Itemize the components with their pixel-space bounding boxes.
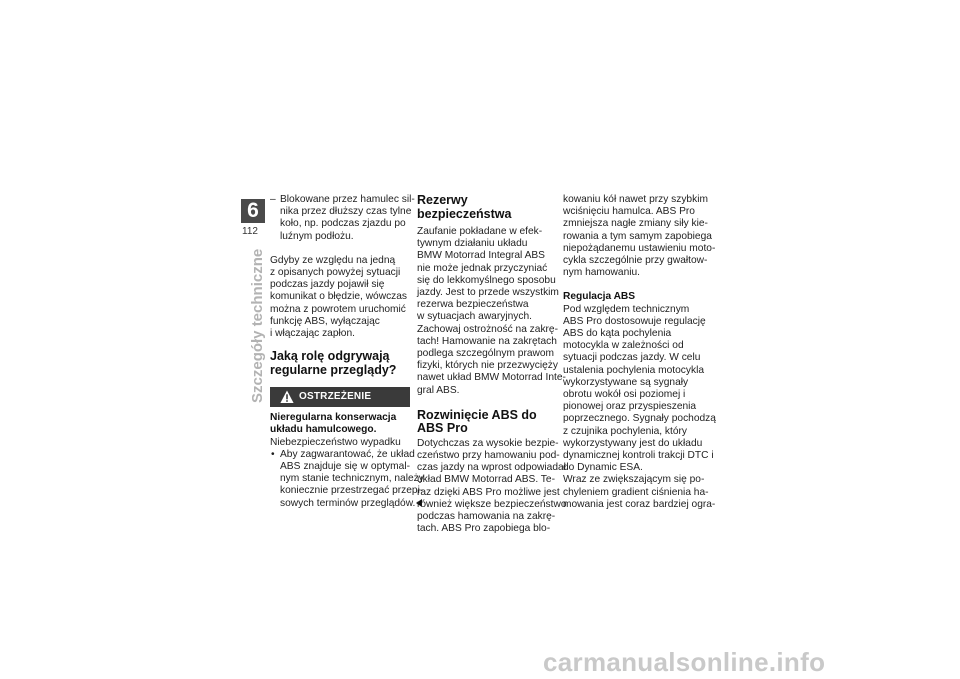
- text-line: cykla szczególnie przy gwałtow-: [563, 255, 708, 267]
- chapter-tab: [241, 199, 265, 243]
- text-line: z opisanych powyżej sytuacji: [270, 267, 401, 279]
- text-line: rowania a tym samym zapobiega: [563, 230, 712, 242]
- text-line: Aby zagwarantować, że układ: [280, 448, 415, 460]
- section-heading: Rezerwy bezpieczeństwa: [417, 193, 512, 221]
- text-line: podlega szczególnym prawom: [417, 348, 555, 360]
- bullet-mark: •: [271, 448, 275, 460]
- text-line: Dotychczas za wysokie bezpie-: [417, 437, 559, 449]
- text-line: tach. ABS Pro zapobiega blo-: [417, 523, 551, 535]
- text-line: układ BMW Motorrad ABS. Te-: [417, 474, 555, 486]
- text-line: Pod względem technicznym: [563, 303, 690, 315]
- text-line: z czujnika pochylenia, który: [563, 425, 688, 437]
- text-line: się do lekkomyślnego sposobu: [417, 274, 556, 286]
- text-line: ABS Pro dostosowuje regulację: [563, 315, 706, 327]
- text-line: nawet układ BMW Motorrad Inte-: [417, 372, 566, 384]
- text-line: ABS do kąta pochylenia: [563, 328, 672, 340]
- text-line: Wraz ze zwiększającym się po-: [563, 474, 705, 486]
- section-heading: [270, 350, 410, 377]
- paragraph: [563, 303, 716, 475]
- text-line: motocykla w zależności od: [563, 340, 684, 352]
- dash-mark: –: [270, 194, 276, 205]
- text-line: luźnym podłożu.: [280, 230, 354, 242]
- bullet-list-item: [270, 448, 424, 510]
- text-line: tach! Hamowanie na zakrętach: [417, 335, 557, 347]
- text-line: komunikat o błędzie, wówczas: [270, 291, 408, 303]
- text-line: gral ABS.: [417, 384, 460, 396]
- text-line: i włączając zapłon.: [270, 328, 355, 340]
- text-line: sowych terminów przeglądów.: [280, 497, 416, 509]
- text-line: dynamicznej kontroli trakcji DTC i: [563, 450, 714, 462]
- text-line: nym stanie technicznym, należy: [280, 473, 424, 485]
- text-line: nie może jednak przyczyniać: [417, 262, 548, 274]
- text-line: można z powrotem uruchomić: [270, 303, 406, 315]
- text-line: raz dzięki ABS Pro możliwe jest: [417, 486, 560, 498]
- text-line: mowania jest coraz bardziej ogra-: [563, 498, 716, 510]
- paragraph: [270, 255, 410, 340]
- text-line: tywnym działaniu układu: [417, 238, 528, 250]
- side-chapter-title: [249, 243, 269, 403]
- text-line: do Dynamic ESA.: [563, 462, 643, 474]
- text-line: Blokowane przez hamulec sil-: [280, 194, 415, 205]
- text-line: BMW Motorrad Integral ABS: [417, 250, 545, 262]
- column-1: [270, 194, 424, 510]
- text-line: wykorzystywany jest do układu: [563, 437, 703, 449]
- side-chapter-title-text: Szczegóły techniczne: [249, 248, 266, 403]
- text-line: fizyki, których nie przezwycięży: [417, 360, 558, 372]
- text-line: kowaniu kół nawet przy szybkim: [563, 194, 708, 205]
- text-line: poprzecznego. Sygnały pochodzą: [563, 413, 716, 425]
- warning-banner: [270, 387, 410, 407]
- text-line: ABS znajduje się w optymal-: [280, 461, 410, 473]
- text-line: chyleniem gradient ciśnienia ha-: [563, 486, 709, 498]
- watermark: carmanualsonline.info: [543, 647, 826, 677]
- text-line: w sytuacjach awaryjnych.: [417, 311, 532, 323]
- text-line: pionowej oraz przyspieszenia: [563, 401, 697, 413]
- paragraph: [563, 194, 716, 279]
- text-line: sytuacji podczas jazdy. W celu: [563, 352, 701, 364]
- warning-triangle-icon: [280, 390, 294, 404]
- text-line: Zaufanie pokładane w efek-: [417, 226, 543, 237]
- text-line: podczas hamowania na zakrę-: [417, 511, 556, 523]
- text-line: rezerwa bezpieczeństwa: [417, 299, 529, 311]
- heading-line: ABS Pro: [417, 421, 468, 436]
- text-line: czas jazdy na wprost odpowiadał: [417, 462, 566, 474]
- text-line-last: [280, 497, 416, 510]
- paragraph: [417, 226, 566, 397]
- column-3: [563, 194, 716, 511]
- text-line: niepożądanemu ustawieniu moto-: [563, 242, 716, 254]
- heading-line: Jaką rolę odgrywają: [270, 349, 390, 364]
- text-line: Zachowaj ostrożność na zakrę-: [417, 323, 558, 335]
- heading-line: układu hamulcowego.: [270, 424, 377, 436]
- heading-line: regularne przeglądy?: [270, 362, 397, 377]
- text-line: podczas jazdy pojawił się: [270, 279, 385, 291]
- text-line: wykorzystywane są sygnały: [563, 376, 689, 388]
- text-line: nika przez dłuższy czas tylne: [280, 206, 412, 218]
- chapter-number: 6: [241, 199, 265, 223]
- text-line: koło, np. podczas zjazdu po: [280, 218, 406, 230]
- text-line: obrotu wokół osi poziomej i: [563, 389, 686, 401]
- dash-list-item: [270, 194, 415, 243]
- heading-line: Rozwinięcie ABS do: [417, 407, 537, 422]
- text-line: koniecznie przestrzegać przepi-: [280, 485, 424, 497]
- text-line: ustalenia pochylenia motocykla: [563, 364, 705, 376]
- section-heading: [417, 409, 557, 436]
- paragraph: [417, 437, 567, 536]
- text-line: funkcję ABS, wyłączając: [270, 315, 380, 327]
- paragraph: [563, 474, 716, 511]
- text-line: nym hamowaniu.: [563, 267, 641, 279]
- warning-title: [270, 412, 410, 436]
- warning-text: Niebezpieczeństwo wypadku: [270, 436, 401, 448]
- warning-label: OSTRZEŻENIE: [299, 391, 372, 403]
- heading-line: Nieregularna konserwacja: [270, 412, 397, 424]
- text-line: wciśnięciu hamulca. ABS Pro: [563, 206, 695, 218]
- page-number: 112: [242, 226, 258, 237]
- column-2: [417, 193, 567, 535]
- text-line: czeństwo przy hamowaniu pod-: [417, 450, 560, 462]
- text-line: jazdy. Jest to przede wszystkim: [417, 287, 559, 299]
- text-line: również większe bezpieczeństwo: [417, 498, 567, 510]
- text-line: Gdyby ze względu na jedną: [270, 254, 396, 266]
- text-line: zmniejsza nagłe zmiany siły kie-: [563, 218, 708, 230]
- subsection-heading: Regulacja ABS: [563, 291, 636, 303]
